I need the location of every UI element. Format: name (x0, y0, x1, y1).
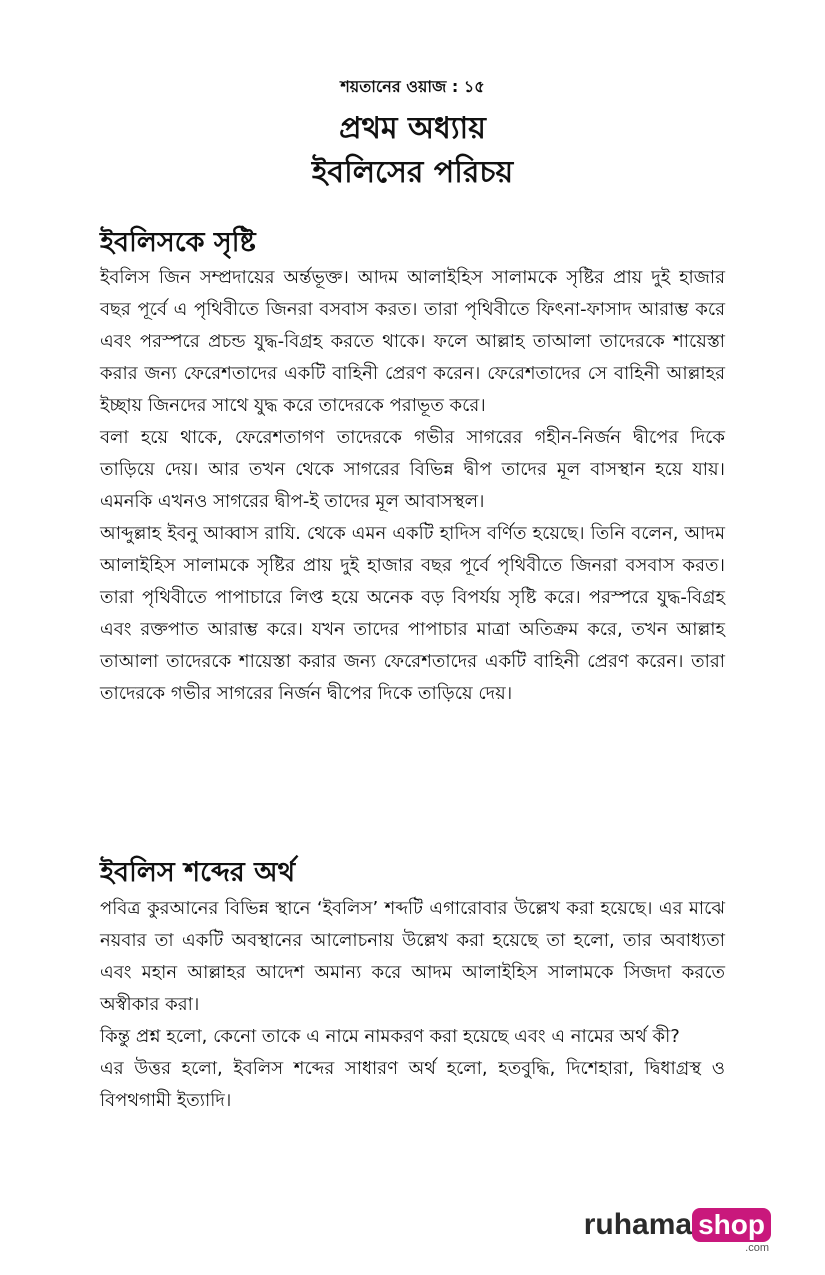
section-body-meaning (100, 893, 725, 1117)
paragraph: কিন্তু প্রশ্ন হলো, কেনো তাকে এ নামে নামকরণ করা হয়েছে এবং এ নামের অর্থ কী? (100, 1026, 680, 1047)
running-header: শয়তানের ওয়াজ : ১৫ (340, 77, 485, 96)
logo-domain: .com (745, 1242, 769, 1254)
publisher-logo (584, 1208, 771, 1255)
paragraph: বলা হয়ে থাকে, ফেরেশতাগণ তাদেরকে গভীর সাগরের গহীন-নির্জন দ্বীপের দিকে তাড়িয়ে দেয়। আর তখন থেকে সাগরের বিভিন্ন দ্বীপ তাদের মূল বাসস্থান হয়ে যায়। এমনকি এখনও সাগরের দ্বীপ-ই তাদের মূল আবাসস্থল। (100, 427, 725, 512)
paragraph: আব্দুল্লাহ ইবনু আব্বাস রাযি. থেকে এমন একটি হাদিস বর্ণিত হয়েছে। তিনি বলেন, আদম আলাইহিস সালামকে সৃষ্টির প্রায় দুই হাজার বছর পূর্বে পৃথিবীতে জিনরা বসবাস করত। তারা পৃথিবীতে পাপাচারে লিপ্ত হয়ে অনেক বড় বিপর্যয় সৃষ্টি করে। পরস্পরে যুদ্ধ-বিগ্রহ এবং রক্তপাত আরাম্ভ করে। যখন তাদের পাপাচার মাত্রা অতিক্রম করে, তখন আল্লাহ তাআলা তাদেরকে শায়েস্তা করার জন্য ফেরেশতাদের একটি বাহিনী প্রেরণ করেন। তারা তাদেরকে গভীর সাগরের নির্জন দ্বীপের দিকে তাড়িয়ে দেয়। (100, 523, 725, 704)
section-heading-creation: ইবলিসকে সৃষ্টি (100, 227, 256, 258)
paragraph: ইবলিস জিন সম্প্রদায়ের অর্ন্তভূক্ত। আদম আলাইহিস সালামকে সৃষ্টির প্রায় দুই হাজার বছর পূর্বে এ পৃথিবীতে জিনরা বসবাস করত। তারা পৃথিবীতে ফিৎনা-ফাসাদ আরাম্ভ করে এবং পরস্পরে প্রচন্ড যুদ্ধ-বিগ্রহ করতে থাকে। ফলে আল্লাহ তাআলা তাদেরকে শায়েস্তা করার জন্য ফেরেশতাদের একটি বাহিনী প্রেরণ করেন। ফেরেশতাদের সে বাহিনী আল্লাহর ইচ্ছায় জিনদের সাথে যুদ্ধ করে তাদেরকে পরাভূত করে। (100, 267, 725, 416)
paragraph: এর উত্তর হলো, ইবলিস শব্দের সাধারণ অর্থ হলো, হতবুদ্ধি, দিশেহারা, দ্বিধাগ্রস্থ ও বিপথগামী ইত্যাদি। (100, 1058, 725, 1111)
logo-badge-group (692, 1208, 771, 1255)
paragraph: পবিত্র কুরআনের বিভিন্ন স্থানে ‘ইবলিস’ শব্দটি এগারোবার উল্লেখ করা হয়েছে। এর মাঝে নয়বার তা একটি অবস্থানের আলোচনায় উল্লেখ করা হয়েছে তা হলো, তার অবাধ্যতা এবং মহান আল্লাহর আদেশ অমান্য করে আদম আলাইহিস সালামকে সিজদা করতে অস্বীকার করা। (100, 898, 725, 1015)
chapter-label: প্রথম অধ্যায় (339, 111, 486, 146)
logo-word: ruhama (583, 1208, 693, 1241)
section-body-creation (100, 262, 725, 710)
section-heading-meaning: ইবলিস শব্দের অর্থ (100, 857, 296, 888)
logo-badge: shop (692, 1208, 771, 1242)
chapter-title: ইবলিসের পরিচয় (311, 155, 514, 190)
